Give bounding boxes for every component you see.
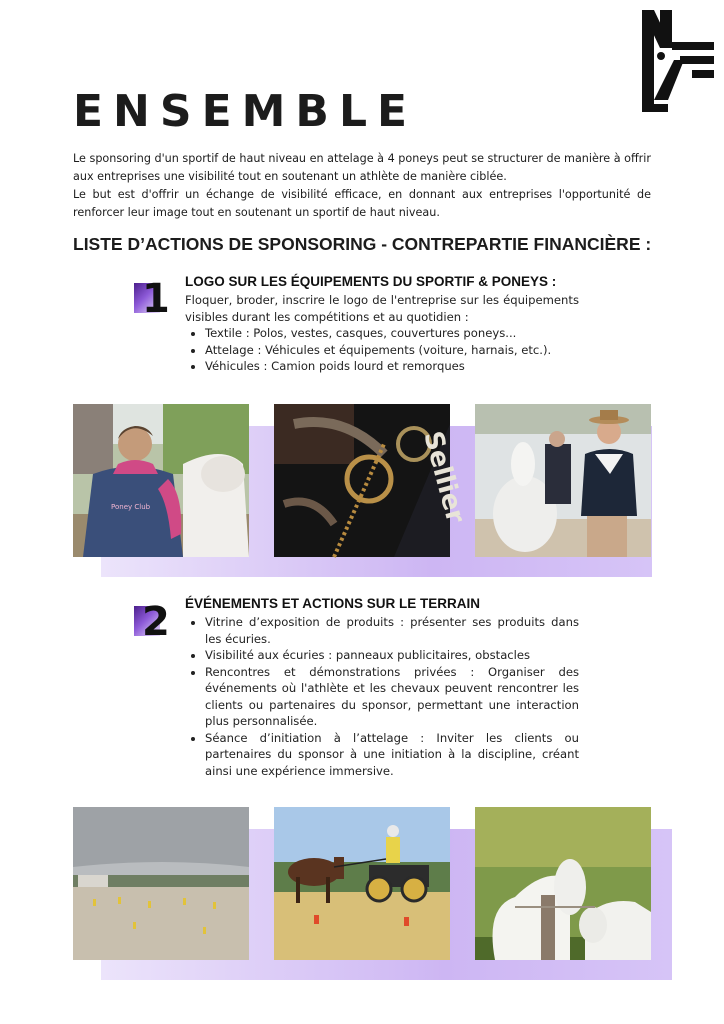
- section-heading: LISTE D’ACTIONS DE SPONSORING - CONTREPARTIE FINANCIÈRE :: [73, 234, 652, 254]
- list-item: • Rencontres et démonstrations privées : Organiser des événements où l'athlète et les chevaux peuvent rencontrer les clients ou partenaires du sponsor, permettant une interaction plus personnalisée.: [205, 664, 579, 730]
- block-title: ÉVÉNEMENTS ET ACTIONS SUR LE TERRAIN: [185, 596, 481, 611]
- step-number-badge: [134, 276, 172, 322]
- photo-arena: [73, 807, 249, 960]
- step-number-badge: [134, 599, 172, 645]
- list-item: • Séance d’initiation à l’attelage : Inviter les clients ou partenaires du sponsor à une initiation à la discipline, créant ainsi une expérience immersive.: [205, 730, 579, 780]
- block-body: [185, 614, 579, 779]
- page-title: ENSEMBLE: [73, 86, 418, 137]
- photo-white-ponies: [475, 807, 651, 960]
- bullet-list: [185, 325, 579, 375]
- step-number: 1: [142, 276, 170, 322]
- list-item: • Visibilité aux écuries : panneaux publicitaires, obstacles: [205, 647, 579, 664]
- list-item: • Attelage : Véhicules et équipements (voiture, harnais, etc.).: [205, 342, 579, 359]
- photo-carriage-driving: [274, 807, 450, 960]
- list-item: • Véhicules : Camion poids lourd et remorques: [205, 358, 579, 375]
- bullet-list: [185, 614, 579, 779]
- block-title: LOGO SUR LES ÉQUIPEMENTS DU SPORTIF & PONEYS :: [185, 274, 557, 289]
- brand-monogram-icon: [638, 8, 718, 116]
- harness-brand-text: Sellier: [417, 428, 471, 527]
- photo-harness-closeup: [274, 404, 471, 557]
- list-item: • Vitrine d’exposition de produits : présenter ses produits dans les écuries.: [205, 614, 579, 647]
- intro-text: [73, 150, 651, 222]
- photo-rider-vest: [73, 404, 249, 557]
- step-number: 2: [142, 599, 170, 645]
- block-body: [185, 292, 579, 375]
- list-item: • Textile : Polos, vestes, casques, couvertures poneys...: [205, 325, 579, 342]
- block-paragraph: Floquer, broder, inscrire le logo de l'entreprise sur les équipements visibles durant les compétitions et au quotidien :: [185, 293, 579, 324]
- intro-paragraph: Le but est d'offrir un échange de visibilité efficace, en donnant aux entreprises l'opportunité de renforcer leur image tout en soutenant un sportif de haut niveau.: [73, 188, 651, 219]
- vest-print-text: Poney Club: [111, 503, 151, 511]
- photo-driver-with-pony: [475, 404, 651, 557]
- intro-paragraph: Le sponsoring d'un sportif de haut niveau en attelage à 4 poneys peut se structurer de manière à offrir aux entreprises une visibilité tout en soutenant un athlète de manière ciblée.: [73, 152, 651, 183]
